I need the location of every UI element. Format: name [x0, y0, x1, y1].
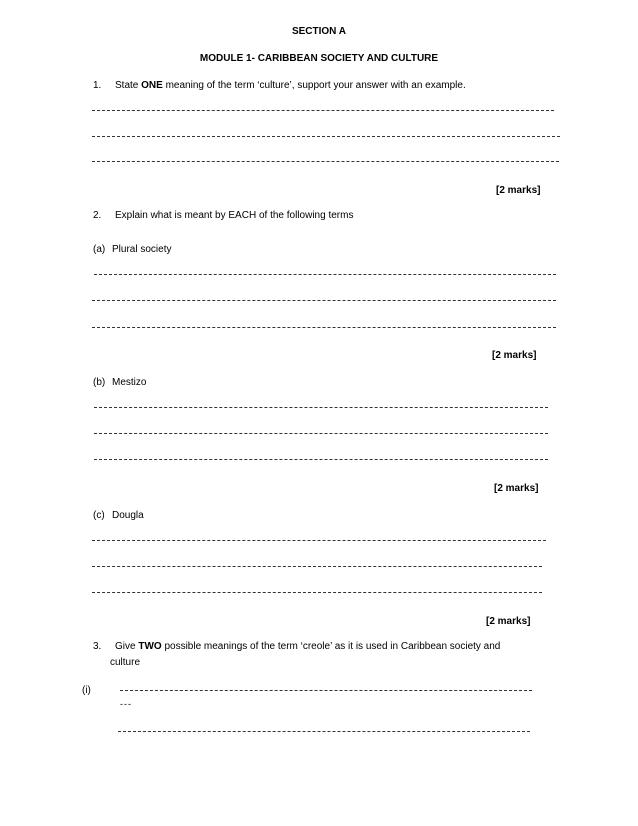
answer-line-q2a-3[interactable] [92, 327, 556, 328]
section-title: SECTION A [291, 26, 347, 37]
q1-number: 1. [93, 80, 102, 91]
q1-marks: [2 marks] [496, 185, 541, 196]
q3-number: 3. [93, 641, 102, 652]
q3-text-after: possible meanings of the term ‘creole’ as it is used in Caribbean society and [161, 641, 501, 652]
q2c-term: Dougla [112, 510, 144, 521]
answer-line-q2c-3[interactable] [92, 592, 542, 593]
q2b-term: Mestizo [112, 377, 147, 388]
q2a-term: Plural society [112, 244, 172, 255]
answer-line-q2c-1[interactable] [92, 540, 546, 541]
q3i-label: (i) [82, 685, 91, 696]
q1-text-after: meaning of the term ‘culture’, support your answer with an example. [162, 80, 466, 91]
q3-text-line2: culture [110, 657, 141, 668]
answer-line-q3i-1[interactable] [120, 690, 532, 691]
q3-text-bold: TWO [138, 641, 162, 652]
q1-text-bold: ONE [141, 80, 163, 91]
q2-text: Explain what is meant by EACH of the following terms [115, 210, 354, 221]
q2a-marks: [2 marks] [492, 350, 537, 361]
q2c-marks: [2 marks] [486, 616, 531, 627]
q2b-label: (b) [93, 377, 106, 388]
q2a-label: (a) [93, 244, 106, 255]
answer-line-q1-3[interactable] [92, 161, 559, 162]
q3-text [115, 641, 500, 652]
answer-line-q3i-2[interactable] [118, 731, 530, 732]
q2c-label: (c) [93, 510, 105, 521]
q3-text-before: Give [115, 641, 139, 652]
module-title: MODULE 1- CARIBBEAN SOCIETY AND CULTURE [199, 53, 439, 64]
q2b-marks: [2 marks] [494, 483, 539, 494]
q2-number: 2. [93, 210, 102, 221]
answer-line-q2b-2[interactable] [94, 433, 548, 434]
answer-line-q2b-3[interactable] [94, 459, 548, 460]
answer-line-q2b-1[interactable] [94, 407, 548, 408]
answer-line-q2c-2[interactable] [92, 566, 542, 567]
q1-text [115, 80, 466, 91]
answer-line-q1-1[interactable] [92, 110, 554, 111]
answer-line-q2a-1[interactable] [94, 274, 556, 275]
q1-text-before: State [115, 80, 142, 91]
answer-line-q1-2[interactable] [92, 136, 560, 137]
answer-line-q2a-2[interactable] [92, 300, 556, 301]
q3i-wrap-dashes: --- [120, 699, 132, 709]
